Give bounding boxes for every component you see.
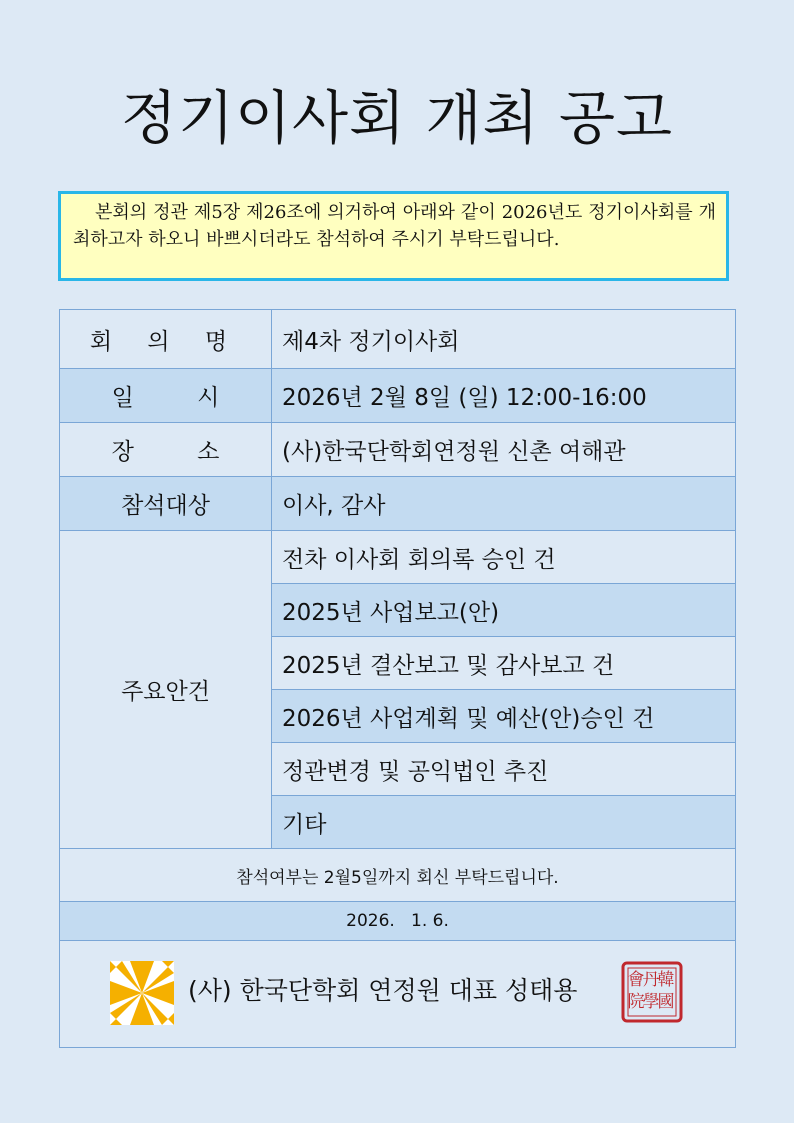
place-label-text: 장 소 [111,439,220,465]
row-place [60,423,736,477]
notice-text: 본회의 정관 제5장 제26조에 의거하여 아래와 같이 2026년도 정기이사회를 개최하고자 하오니 바쁘시더라도 참석하여 주시기 부탁드립니다. [58,191,729,281]
agenda-label: 주요안건 [60,531,272,849]
meeting-name-value: 제4차 정기이사회 [272,310,736,369]
datetime-label-text: 일 시 [111,385,220,411]
page-title: 정기이사회 개최 공고 [120,84,674,152]
svg-text:院: 院 [627,992,645,1012]
organization-logo-icon [110,961,174,1025]
date-row [60,902,736,941]
row-meeting-name [60,310,736,369]
svg-text:學: 學 [642,992,660,1012]
place-value: (사)한국단학회연정원 신촌 여해관 [272,423,736,477]
agenda-item: 2025년 결산보고 및 감사보고 건 [272,637,736,690]
attendees-label: 참석대상 [60,477,272,531]
reply-note: 참석여부는 2월5일까지 회신 부탁드립니다. [60,849,736,902]
meeting-name-label-text: 회 의 명 [89,328,242,355]
signature-row [60,941,736,1048]
agenda-item: 2026년 사업계획 및 예산(안)승인 건 [272,690,736,743]
official-seal-icon [620,960,684,1024]
svg-text:韓: 韓 [657,970,675,990]
meeting-info-table [59,309,736,1048]
agenda-item: 정관변경 및 공익법인 추진 [272,743,736,796]
row-attendees [60,477,736,531]
place-label [60,423,272,477]
signature-cell [60,941,736,1048]
svg-text:丹: 丹 [642,970,660,990]
svg-text:國: 國 [657,992,675,1012]
notice-date: 2026. 1. 6. [60,902,736,941]
datetime-value: 2026년 2월 8일 (일) 12:00-16:00 [272,369,736,423]
agenda-item: 2025년 사업보고(안) [272,584,736,637]
reply-note-row [60,849,736,902]
agenda-item: 전차 이사회 회의록 승인 건 [272,531,736,584]
agenda-item: 기타 [272,796,736,849]
attendees-value: 이사, 감사 [272,477,736,531]
signature-text: (사) 한국단학회 연정원 대표 성태용 [188,976,578,1005]
datetime-label [60,369,272,423]
meeting-name-label [60,310,272,369]
agenda-row [60,531,736,584]
svg-text:會: 會 [627,970,645,990]
row-datetime [60,369,736,423]
